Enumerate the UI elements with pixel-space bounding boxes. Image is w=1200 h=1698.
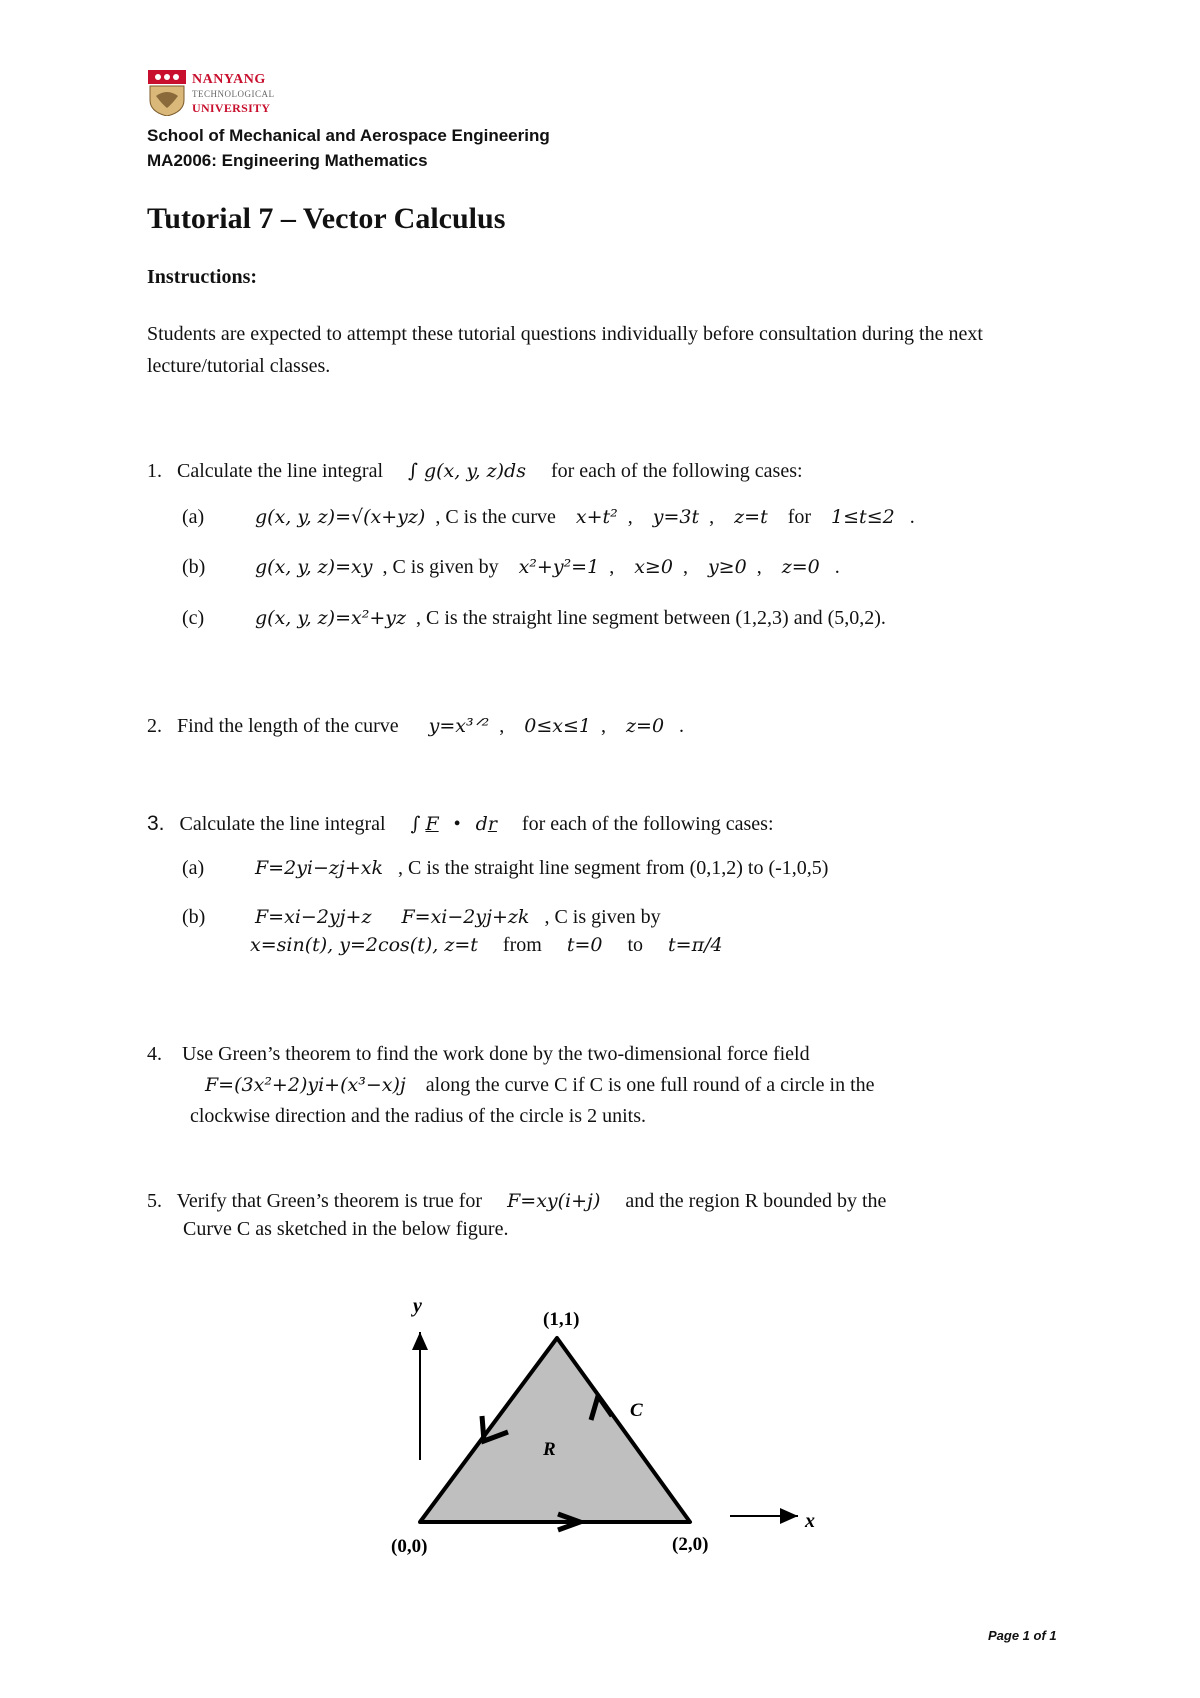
- region-triangle: [420, 1338, 690, 1522]
- q4-expr: F=(3x²+2)yi+(x³−x)j: [205, 1074, 406, 1096]
- green-theorem-figure: [380, 1290, 840, 1580]
- q1a-c3: z=t: [734, 506, 768, 528]
- x-axis-label: x: [805, 1510, 815, 1532]
- q1a-for: for: [787, 506, 812, 528]
- q1a-text: , C is the curve: [435, 506, 556, 528]
- q1a-c2: y=3t: [652, 506, 700, 528]
- q3b-t0: t=0: [566, 934, 603, 956]
- q1c-label: (c): [182, 607, 205, 629]
- vertex-origin-label: (0,0): [391, 1536, 428, 1557]
- q3b-param: x=sin(t), y=2cos(t), z=t: [250, 934, 478, 956]
- q1a-c1: x+t²: [575, 506, 618, 528]
- q1-lead: Calculate the line integral: [177, 460, 384, 482]
- q1c-text: , C is the straight line segment between (1,2,3) and (5,0,2).: [416, 607, 886, 629]
- q3-d: d: [475, 813, 488, 835]
- region-label: R: [543, 1439, 556, 1460]
- q2-c2: 0≤x≤1: [524, 715, 592, 737]
- question-4: [147, 1043, 810, 1066]
- question-4-line3: [190, 1105, 646, 1128]
- q1-integral: ∫ g(x, y, z)ds: [408, 460, 526, 482]
- instructions-heading: Instructions:: [147, 266, 258, 288]
- q1a-label: (a): [182, 506, 205, 528]
- crest-icon: [148, 70, 186, 116]
- q1-number: 1.: [147, 460, 162, 482]
- q1a-end: .: [909, 506, 915, 528]
- question-4-line2: [205, 1074, 875, 1097]
- q1a-range: 1≤t≤2: [831, 506, 895, 528]
- q3b-t1: t=π/4: [668, 934, 723, 956]
- q4-line2: along the curve C if C is one full round of a circle in the: [425, 1074, 875, 1096]
- university-logo: [148, 70, 288, 118]
- q1a-expr: g(x, y, z)=√(x+yz): [255, 506, 426, 528]
- q3a-label: (a): [182, 857, 205, 879]
- q2-lead: Find the length of the curve: [177, 715, 399, 737]
- logo-line-3: UNIVERSITY: [192, 101, 271, 115]
- q5-expr: F=xy(i+j): [507, 1190, 601, 1212]
- q3a-text: , C is the straight line segment from (0,1,2) to (-1,0,5): [397, 857, 829, 879]
- q1b-text: , C is given by: [382, 556, 499, 578]
- logo-line-2: TECHNOLOGICAL: [192, 89, 275, 99]
- q4-line1: Use Green’s theorem to find the work done by the two-dimensional force field: [182, 1043, 810, 1065]
- q1-tail: for each of the following cases:: [550, 460, 803, 482]
- question-1c: [182, 607, 886, 630]
- q3a-expr: F=2yi−zj+xk: [255, 857, 383, 879]
- page-number: Page 1 of 1: [988, 1628, 1057, 1643]
- q3-lead: Calculate the line integral: [179, 813, 386, 835]
- course-name: MA2006: Engineering Mathematics: [147, 151, 428, 170]
- q3-integral-sign: ∫: [410, 813, 421, 835]
- q1c-expr: g(x, y, z)=x²+yz: [255, 607, 406, 629]
- q2-c1: y=x³ᐟ²: [428, 715, 490, 737]
- question-1a: (a) g(x, y, z)=√(x+yz) , C is the curve x+t² , y=3t , z=t for 1≤t≤2 .: [182, 506, 915, 528]
- q1b-c2: x≥0: [634, 556, 673, 578]
- q3-dot: •: [453, 813, 461, 835]
- q3b-label: (b): [182, 906, 206, 928]
- q5-tail: and the region R bounded by the: [625, 1190, 887, 1212]
- q3b-to: to: [627, 934, 644, 956]
- q2-c3: z=0: [626, 715, 665, 737]
- question-3b-param: [250, 934, 723, 957]
- vertex-right-label: (2,0): [672, 1534, 709, 1555]
- q1b-label: (b): [182, 556, 206, 578]
- question-3: [147, 812, 774, 836]
- q1b-c1: x²+y²=1: [518, 556, 600, 578]
- instructions-body: Students are expected to attempt these tutorial questions individually before consultation during the next lecture/tutorial classes.: [147, 323, 983, 377]
- question-2: 2. Find the length of the curve y=x³ᐟ² , 0≤x≤1 , z=0 .: [147, 715, 685, 737]
- q5-number: 5.: [147, 1190, 162, 1212]
- q4-number: 4.: [147, 1043, 162, 1065]
- question-5-line2: [183, 1218, 508, 1241]
- question-3a: [182, 857, 828, 880]
- vertex-top-label: (1,1): [543, 1309, 580, 1330]
- question-3b: [182, 906, 661, 929]
- q3b-expr-plain: F=xi−2yj+z: [255, 906, 372, 928]
- school-name: School of Mechanical and Aerospace Engineering: [147, 126, 550, 145]
- q5-line2: Curve C as sketched in the below figure.: [183, 1218, 509, 1240]
- question-5: [147, 1190, 886, 1213]
- logo-line-1: NANYANG: [192, 72, 266, 87]
- q4-line3: clockwise direction and the radius of the circle is 2 units.: [190, 1105, 646, 1127]
- q3b-from: from: [502, 934, 542, 956]
- q1b-end: .: [834, 556, 840, 578]
- question-1: [147, 460, 803, 483]
- q2-end: .: [679, 715, 685, 737]
- y-axis-label: y: [413, 1295, 422, 1317]
- curve-label: C: [630, 1400, 643, 1421]
- q3-vector-r: r: [487, 813, 497, 835]
- q3-tail: for each of the following cases:: [521, 813, 774, 835]
- q1b-c4: z=0: [781, 556, 820, 578]
- q3-vector-f: F: [425, 813, 439, 835]
- q1b-c3: y≥0: [707, 556, 747, 578]
- q3b-expr: F=xi−2yj+zk: [401, 906, 530, 928]
- q5-lead: Verify that Green’s theorem is true for: [176, 1190, 483, 1212]
- q3b-text: , C is given by: [544, 906, 661, 928]
- q3-number: 3.: [147, 812, 165, 835]
- q2-number: 2.: [147, 715, 162, 737]
- page-title: Tutorial 7 – Vector Calculus: [147, 202, 506, 235]
- question-1b: (b) g(x, y, z)=xy , C is given by x²+y²=1 , x≥0 , y≥0 , z=0 .: [182, 556, 840, 578]
- q1b-expr: g(x, y, z)=xy: [255, 556, 373, 578]
